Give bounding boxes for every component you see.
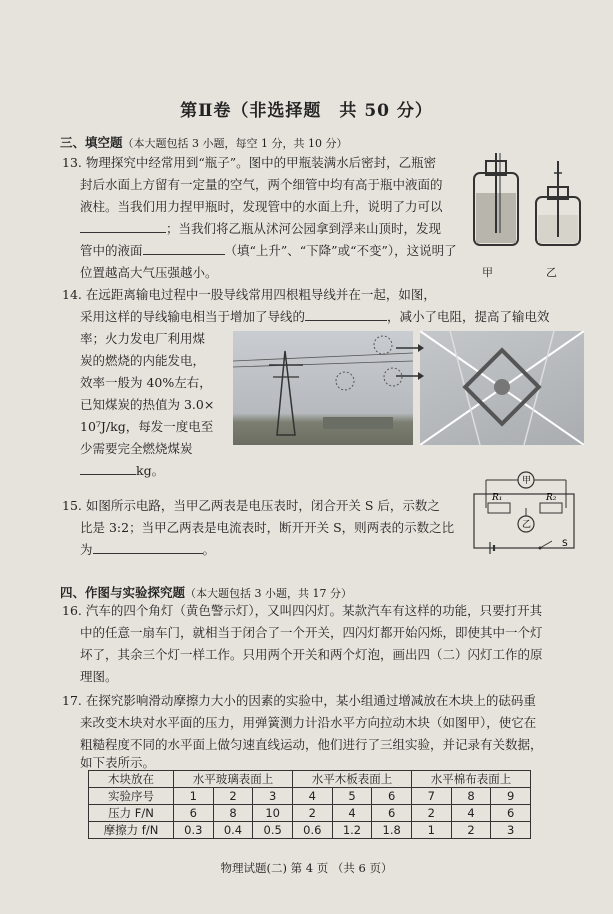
resistor-r2-icon [540,503,562,513]
table-cell: 1.8 [372,822,412,839]
table-cell: 1 [412,822,452,839]
table-cell: 7 [412,788,452,805]
question-16-line: 中的任意一扇车门，就相当于闭合了一个开关，四闪灯都开始闪烁，即使其中一个灯 [80,625,543,640]
table-cell: 4 [332,805,372,822]
table-cell: 9 [491,788,531,805]
table-row [89,805,531,822]
conductor-spacer-photo [420,331,584,445]
question-14-line: 少需要完全燃烧煤炭 [80,441,193,456]
question-13-line: 13. 物理探究中经常用到“瓶子”。图中的甲瓶装满水后密封，乙瓶密 [62,155,437,170]
answer-blank[interactable] [80,460,136,475]
question-15-line: 15. 如图所示电路，当甲乙两表是电压表时，闭合开关 S 后，示数之 [62,498,440,513]
table-cell: 8 [213,805,253,822]
question-13-line: 位置越高大气压强越小。 [80,265,218,280]
question-13-line: ；当我们将乙瓶从沭河公园拿到浮来山顶时，发现 [80,218,441,240]
table-row-label: 摩擦力 f/N [89,822,174,839]
figure-label: 乙 [546,266,557,279]
table-cell: 6 [372,788,412,805]
question-14-line: kg。 [80,460,164,482]
table-cell: 6 [491,805,531,822]
arrow-icons [394,340,424,400]
section-title: 三、填空题 [60,135,123,150]
question-17-line: 粗糙程度不同的水平面上做匀速直线运动，他们进行了三组实验，并记录有关数据， [80,737,543,752]
page-title: 第Ⅱ卷（非选择题 共 50 分） [180,101,433,121]
bottle-yi-icon [536,161,580,245]
question-16-line: 16. 汽车的四个角灯（黄色警示灯），又叫四闪灯。某款汽车有这样的功能，只要打开其 [62,603,543,618]
answer-blank[interactable] [143,240,225,255]
table-cell: 8 [451,788,491,805]
answer-blank[interactable] [80,218,166,233]
table-row [89,788,531,805]
question-13-line: 封后水面上方留有一定量的空气，两个细管中均有高于瓶中液面的 [80,177,443,192]
power-tower-photo [233,331,413,445]
table-cell: 4 [451,805,491,822]
section-heading [60,133,348,151]
question-15-line: 比是 3:2；当甲乙两表是电流表时，断开开关 S，则两表的示数之比 [80,520,455,535]
table-cell: 2 [451,822,491,839]
label-r2: R₂ [546,493,557,503]
table-cell: 0.6 [293,822,333,839]
question-16-line: 坏了，其余三个灯一样工作。只用两个开关和两个灯泡，画出四（二）闪灯工作的原 [80,647,543,662]
table-cell: 3 [491,822,531,839]
table-cell: 6 [174,805,214,822]
table-cell: 5 [332,788,372,805]
answer-blank[interactable] [305,306,387,321]
table-cell: 3 [253,788,293,805]
friction-data-table [88,770,531,839]
question-17-line: 17. 在探究影响滑动摩擦力大小的因素的实验中，某小组通过增减放在木块上的砝码重 [62,693,536,708]
table-cell: 0.4 [213,822,253,839]
table-cell: 2 [412,805,452,822]
spacer-icon [420,331,584,445]
question-15-line: 为 。 [80,539,215,561]
question-14-line: 效率一般为 40%左右， [80,375,212,390]
question-14-line: 14. 在远距离输电过程中一股导线常用四根粗导线并在一起，如图， [62,287,436,302]
table-cell: 4 [293,788,333,805]
question-16-line: 理图。 [80,669,118,684]
question-17-line: 来改变木块对水平面的压力，用弹簧测力计沿水平方向拉动木块（如图甲），使它在 [80,715,537,730]
label-s: S [562,539,568,549]
label-r1: R₁ [492,493,503,503]
table-cell: 0.5 [253,822,293,839]
section-note: （本大题包括 3 小题，每空 1 分，共 10 分） [122,137,348,150]
table-cell: 水平玻璃表面上 [174,771,293,788]
page-footer: 物理试题(二) 第 4 页 （共 6 页） [220,861,393,875]
section-heading [60,583,352,601]
table-row-label: 压力 F/N [89,805,174,822]
label-jia: 甲 [522,476,532,486]
question-14-line: 已知煤炭的热值为 3.0× [80,397,215,412]
bottle-jia-icon [474,153,518,245]
transmission-tower-icon [233,331,413,445]
table-cell: 1 [174,788,214,805]
table-cell: 木块放在 [89,771,174,788]
resistor-r1-icon [488,503,510,513]
table-header-row [89,771,531,788]
question-13-line: 管中的液面 （填“上升”、“下降”或“不变”），这说明了 [80,240,457,262]
question-14-line: 炭的燃烧的内能发电， [80,353,206,368]
section-note: （本大题包括 3 小题，共 17 分） [185,587,352,600]
table-cell: 水平棉布表面上 [412,771,531,788]
question-14-line: 率；火力发电厂利用煤 [80,331,206,346]
table-cell: 6 [372,805,412,822]
figure-label: 甲 [482,266,493,279]
question-14-line: 10⁷J/kg，每发一度电至 [80,419,214,434]
table-cell: 2 [293,805,333,822]
table-row [89,822,531,839]
table-cell: 10 [253,805,293,822]
table-cell: 水平木板表面上 [293,771,412,788]
label-yi: 乙 [522,520,532,530]
circuit-diagram [466,470,586,560]
question-14-line: 采用这样的导线输电相当于增加了导线的 ，减小了电阻，提高了输电效 [80,306,550,328]
table-row-label: 实验序号 [89,788,174,805]
table-cell: 0.3 [174,822,214,839]
table-cell: 2 [213,788,253,805]
section-title: 四、作图与实验探究题 [60,585,186,600]
table-cell: 1.2 [332,822,372,839]
question-13-line: 液柱。当我们用力捏甲瓶时，发现管中的水面上升，说明了力可以 [80,199,443,214]
answer-blank[interactable] [93,539,203,554]
question-17-line: 如下表所示。 [80,755,156,770]
